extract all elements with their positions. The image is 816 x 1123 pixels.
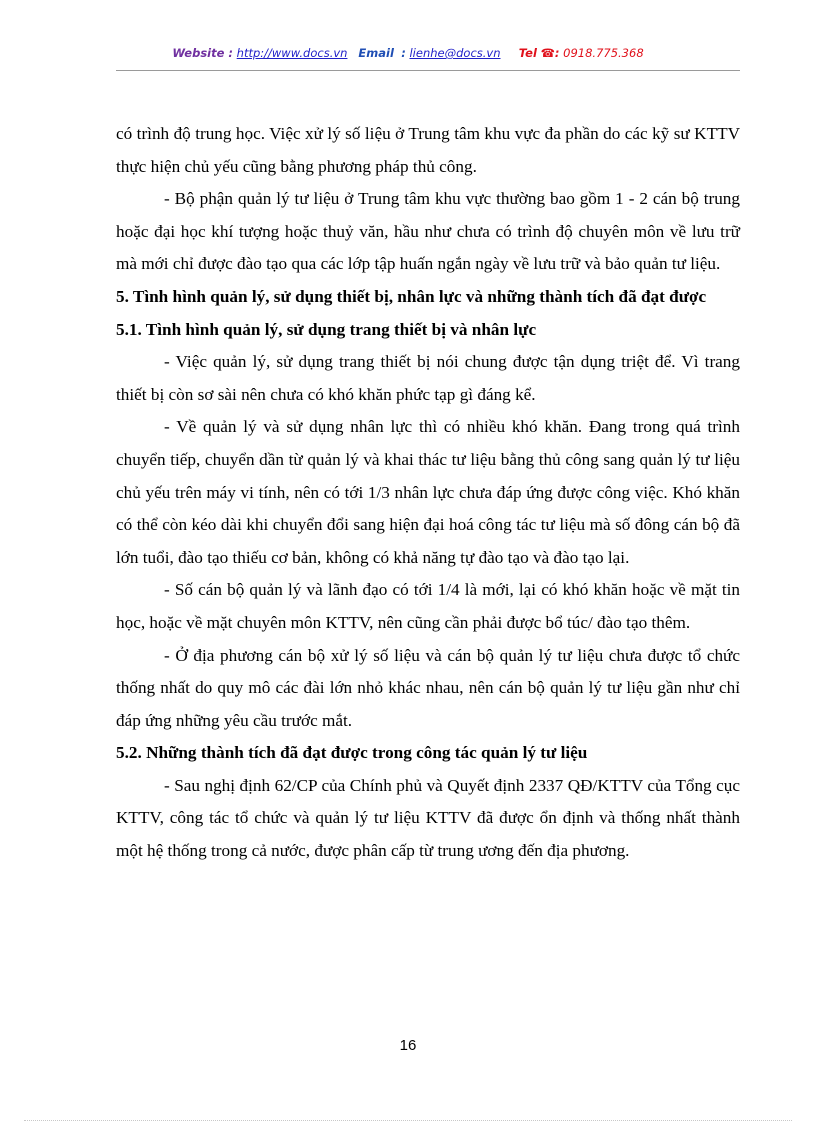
paragraph-local: - Ở địa phương cán bộ xử lý số liệu và cán bộ quản lý tư liệu chưa được tổ chức thống nhất do quy mô các đài lớn nhỏ khác nhau, nên cán bộ quản lý tư liệu gần như chỉ đáp ứng những yêu cầu trước mắt. <box>116 645 740 730</box>
document-body <box>116 118 740 868</box>
paragraph-staff-regional: - Bộ phận quản lý tư liệu ở Trung tâm khu vực thường bao gồm 1 - 2 cán bộ trung hoặc đại học khí tượng hoặc thuỷ văn, hầu như chưa có trình độ chuyên môn về lưu trữ mà mới chỉ được đào tạo qua các lớp tập huấn ngắn ngày về lưu trữ và bảo quản tư liệu. <box>116 189 740 274</box>
section-heading-5-1: 5.1. Tình hình quản lý, sử dụng trang thiết bị và nhân lực <box>116 319 537 339</box>
paragraph-continuation: có trình độ trung học. Việc xử lý số liệu ở Trung tâm khu vực đa phần do các kỹ sư KTTV thực hiện chủ yếu cũng bằng phương pháp thủ công. <box>116 124 740 176</box>
page-number: 16 <box>399 1037 417 1054</box>
section-heading-5: 5. Tình hình quản lý, sử dụng thiết bị, nhân lực và những thành tích đã đạt được <box>116 286 707 306</box>
paragraph-achievements: - Sau nghị định 62/CP của Chính phủ và Quyết định 2337 QĐ/KTTV của Tổng cục KTTV, công tác tổ chức và quản lý tư liệu KTTV đã được ổn định và thống nhất thành một hệ thống trong cả nước, được phân cấp từ trung ương đến địa phương. <box>116 775 740 861</box>
website-label: Website : <box>172 46 234 60</box>
page-header <box>0 46 816 60</box>
paragraph-human-resources: - Về quản lý và sử dụng nhân lực thì có nhiều khó khăn. Đang trong quá trình chuyển tiếp, chuyển dần từ quản lý và khai thác tư liệu bằng thủ công sang quản lý tư liệu chủ yếu trên máy vi tính, nên có tới 1/3 nhân lực chưa đáp ứng được công việc. Khó khăn có thể còn kéo dài khi chuyển đổi sang hiện đại hoá công tác tư liệu mà số đông cán bộ đã lớn tuổi, đào tạo thiếu cơ bản, không có khả năng tự đào tạo và đào tạo lại. <box>116 417 740 567</box>
paragraph-equipment: - Việc quản lý, sử dụng trang thiết bị nói chung được tận dụng triệt để. Vì trang thiết bị còn sơ sài nên chưa có khó khăn phức tạp gì đáng kể. <box>116 352 740 404</box>
page-bottom-border <box>24 1120 792 1121</box>
email-separator: : <box>401 46 406 60</box>
phone-number: 0918.775.368 <box>563 46 644 60</box>
website-link[interactable]: http://www.docs.vn <box>236 46 348 60</box>
tel-separator: : <box>554 46 560 60</box>
header-divider <box>116 70 740 71</box>
email-link[interactable]: lienhe@docs.vn <box>409 46 501 60</box>
paragraph-managers: - Số cán bộ quản lý và lãnh đạo có tới 1/4 là mới, lại có khó khăn hoặc về mặt tin học, hoặc về mặt chuyên môn KTTV, nên cũng cần phải được bổ túc/ đào tạo thêm. <box>116 580 740 632</box>
email-label: Email <box>358 46 394 60</box>
tel-label: Tel <box>518 46 537 60</box>
section-heading-5-2: 5.2. Những thành tích đã đạt được trong công tác quản lý tư liệu <box>116 743 588 763</box>
telephone-icon: ☎ <box>540 46 555 60</box>
